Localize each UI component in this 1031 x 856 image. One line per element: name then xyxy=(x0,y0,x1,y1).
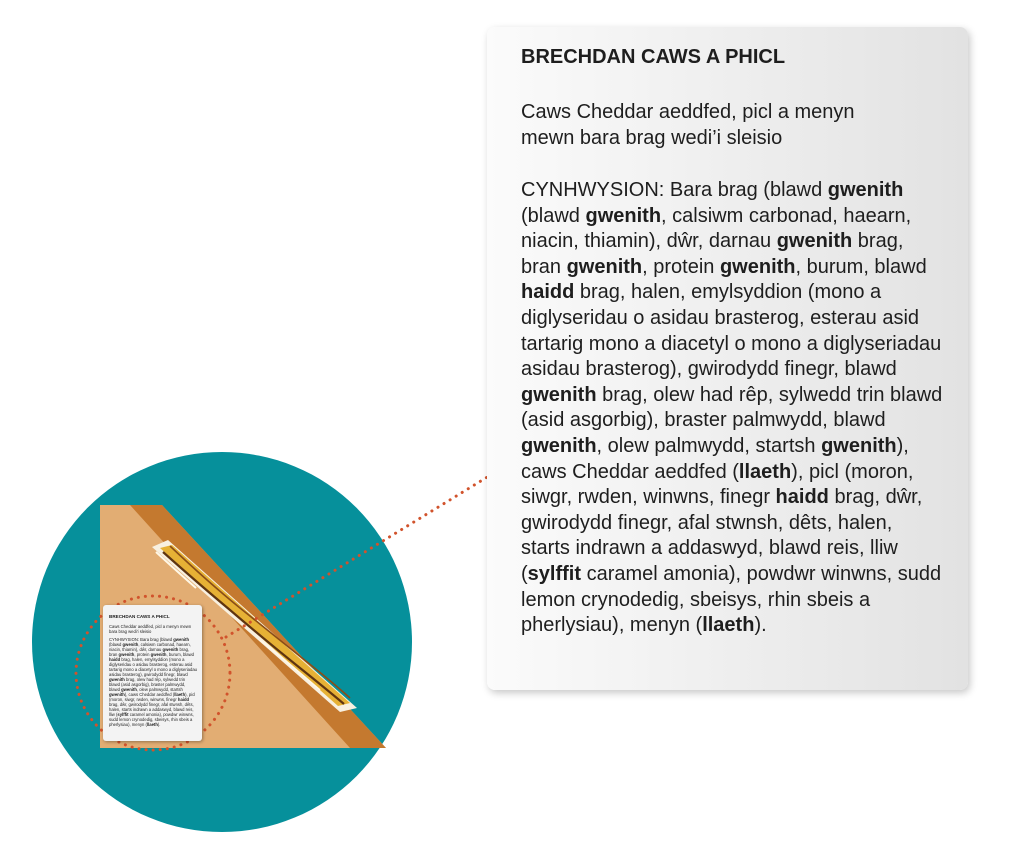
product-title: BRECHDAN CAWS A PHICL xyxy=(521,46,786,68)
mini-ingredient-segment: , burum, blawd xyxy=(166,651,194,657)
ingredient-segment: , burum, blawd xyxy=(795,255,927,278)
ingredient-allergen: llaeth xyxy=(738,460,792,483)
mini-ingredient-segment: (blawd xyxy=(109,641,123,647)
mini-label-ingredients xyxy=(109,637,197,727)
ingredient-segment: CYNHWYSION: Bara brag (blawd xyxy=(521,179,828,201)
mini-ingredient-allergen: gwenith xyxy=(109,691,125,697)
ingredient-segment: brag, dŵr, gwirodydd finegr, afal stwnsh, dêts, halen, starts indrawn a addaswyd, blawd reis, lliw ( xyxy=(521,486,923,585)
ingredient-segment: brag, olew had rêp, sylwedd trin blawd (asid asgorbig), braster palmwydd, blawd xyxy=(521,383,943,432)
mini-ingredient-segment: , protein xyxy=(134,651,151,657)
mini-ingredients-label xyxy=(103,605,202,741)
mini-ingredient-segment: brag, bran xyxy=(109,646,190,657)
ingredient-segment: ), caws Cheddar aeddfed ( xyxy=(521,434,909,483)
mini-ingredient-allergen: gwenith xyxy=(150,651,167,657)
mini-label-description: Caws Cheddar aeddfed, picl a menyn mewn bara brag wedi’i sleisio xyxy=(109,623,192,634)
mini-ingredient-segment: ). xyxy=(157,721,161,727)
ingredient-allergen: gwenith xyxy=(585,204,662,227)
ingredients-list xyxy=(521,178,946,639)
mini-ingredient-segment: brag, dŵr, gwirodydd finegr, afal stwnsh, dêts, halen, starts indrawn a addaswyd, blawd reis, lliw ( xyxy=(109,701,194,717)
ingredient-allergen: haidd xyxy=(521,281,575,304)
ingredient-segment: (blawd xyxy=(521,204,586,227)
mini-ingredient-segment: ), caws Cheddar aeddfed ( xyxy=(124,691,175,697)
mini-ingredient-allergen: sylffit xyxy=(117,711,129,717)
ingredient-allergen: gwenith xyxy=(521,383,597,406)
mini-ingredient-allergen: gwenith xyxy=(109,676,125,682)
mini-ingredient-allergen: gwenith xyxy=(173,636,190,642)
ingredient-allergen: gwenith xyxy=(776,230,853,253)
product-description: Caws Cheddar aeddfed, picl a menyn mewn bara brag wedi’i sleisio xyxy=(521,101,855,149)
mini-ingredient-allergen: gwenith xyxy=(122,641,139,647)
ingredient-allergen: sylffit xyxy=(527,562,582,585)
ingredient-segment: ), picl (moron, siwgr, rwden, winwns, finegr xyxy=(521,460,914,509)
ingredient-segment: , calsiwm carbonad, haearn, niacin, thiamin), dŵr, darnau xyxy=(521,204,912,253)
ingredient-segment: caramel amonia), powdwr winwns, sudd lemon crynodedig, sbeisys, rhin sbeis a pherlysiau), menyn ( xyxy=(521,562,942,637)
mini-ingredient-allergen: haidd xyxy=(109,656,121,662)
mini-ingredient-allergen: llaeth xyxy=(174,691,186,697)
mini-ingredient-segment: , calsiwm carbonad, haearn, niacin, thiamin), dŵr, darnau xyxy=(109,641,191,652)
ingredient-allergen: gwenith xyxy=(566,255,643,278)
mini-ingredient-segment: brag, halen, emylsyddion (mono a diglyseridau o asidau brasterog, esterau asid tartarig mono a diacetyl o mono a diglyseriadau asidau brasterog), gwirodydd finegr, blawd xyxy=(109,656,197,677)
ingredient-segment: ). xyxy=(754,614,767,637)
ingredient-segment: brag, halen, emylsyddion (mono a diglyseridau o asidau brasterog, esterau asid tartarig mono a diacetyl o mono a diglyseriadau asidau brasterog), gwirodydd finegr, blawd xyxy=(521,281,942,381)
mini-ingredient-segment: CYNHWYSION: Bara brag (blawd xyxy=(109,636,174,642)
mini-label-title: BRECHDAN CAWS A PHICL xyxy=(109,614,170,619)
mini-ingredient-allergen: gwenith xyxy=(121,686,137,692)
ingredient-allergen: gwenith xyxy=(521,434,597,457)
ingredient-segment: brag, bran xyxy=(521,230,904,278)
mini-ingredient-allergen: gwenith xyxy=(118,651,135,657)
ingredient-allergen: gwenith xyxy=(719,255,796,278)
ingredient-allergen: llaeth xyxy=(702,614,755,637)
ingredient-allergen: haidd xyxy=(775,486,829,509)
mini-ingredient-segment: , olew palmwydd, startsh xyxy=(136,686,183,692)
mini-ingredient-segment: caramel amonia), powdwr winwns, sudd lemon crynodedig, sbeisys, rhin sbeis a pherlysiau), menyn ( xyxy=(109,711,194,727)
mini-ingredient-allergen: haidd xyxy=(177,696,190,702)
mini-ingredient-segment: ), picl (moron, siwgr, rwden, winwns, finegr xyxy=(109,691,196,702)
mini-ingredient-allergen: llaeth xyxy=(146,721,158,727)
ingredient-allergen: gwenith xyxy=(827,179,904,201)
ingredient-segment: , protein xyxy=(642,255,720,278)
ingredient-allergen: gwenith xyxy=(821,434,897,457)
mini-ingredient-segment: brag, olew had rêp, sylwedd trin blawd (asid asgorbig), braster palmwydd, blawd xyxy=(109,676,186,692)
mini-ingredient-allergen: gwenith xyxy=(162,646,179,652)
ingredients-label-card xyxy=(487,27,968,690)
ingredient-segment: , olew palmwydd, startsh xyxy=(596,434,822,457)
